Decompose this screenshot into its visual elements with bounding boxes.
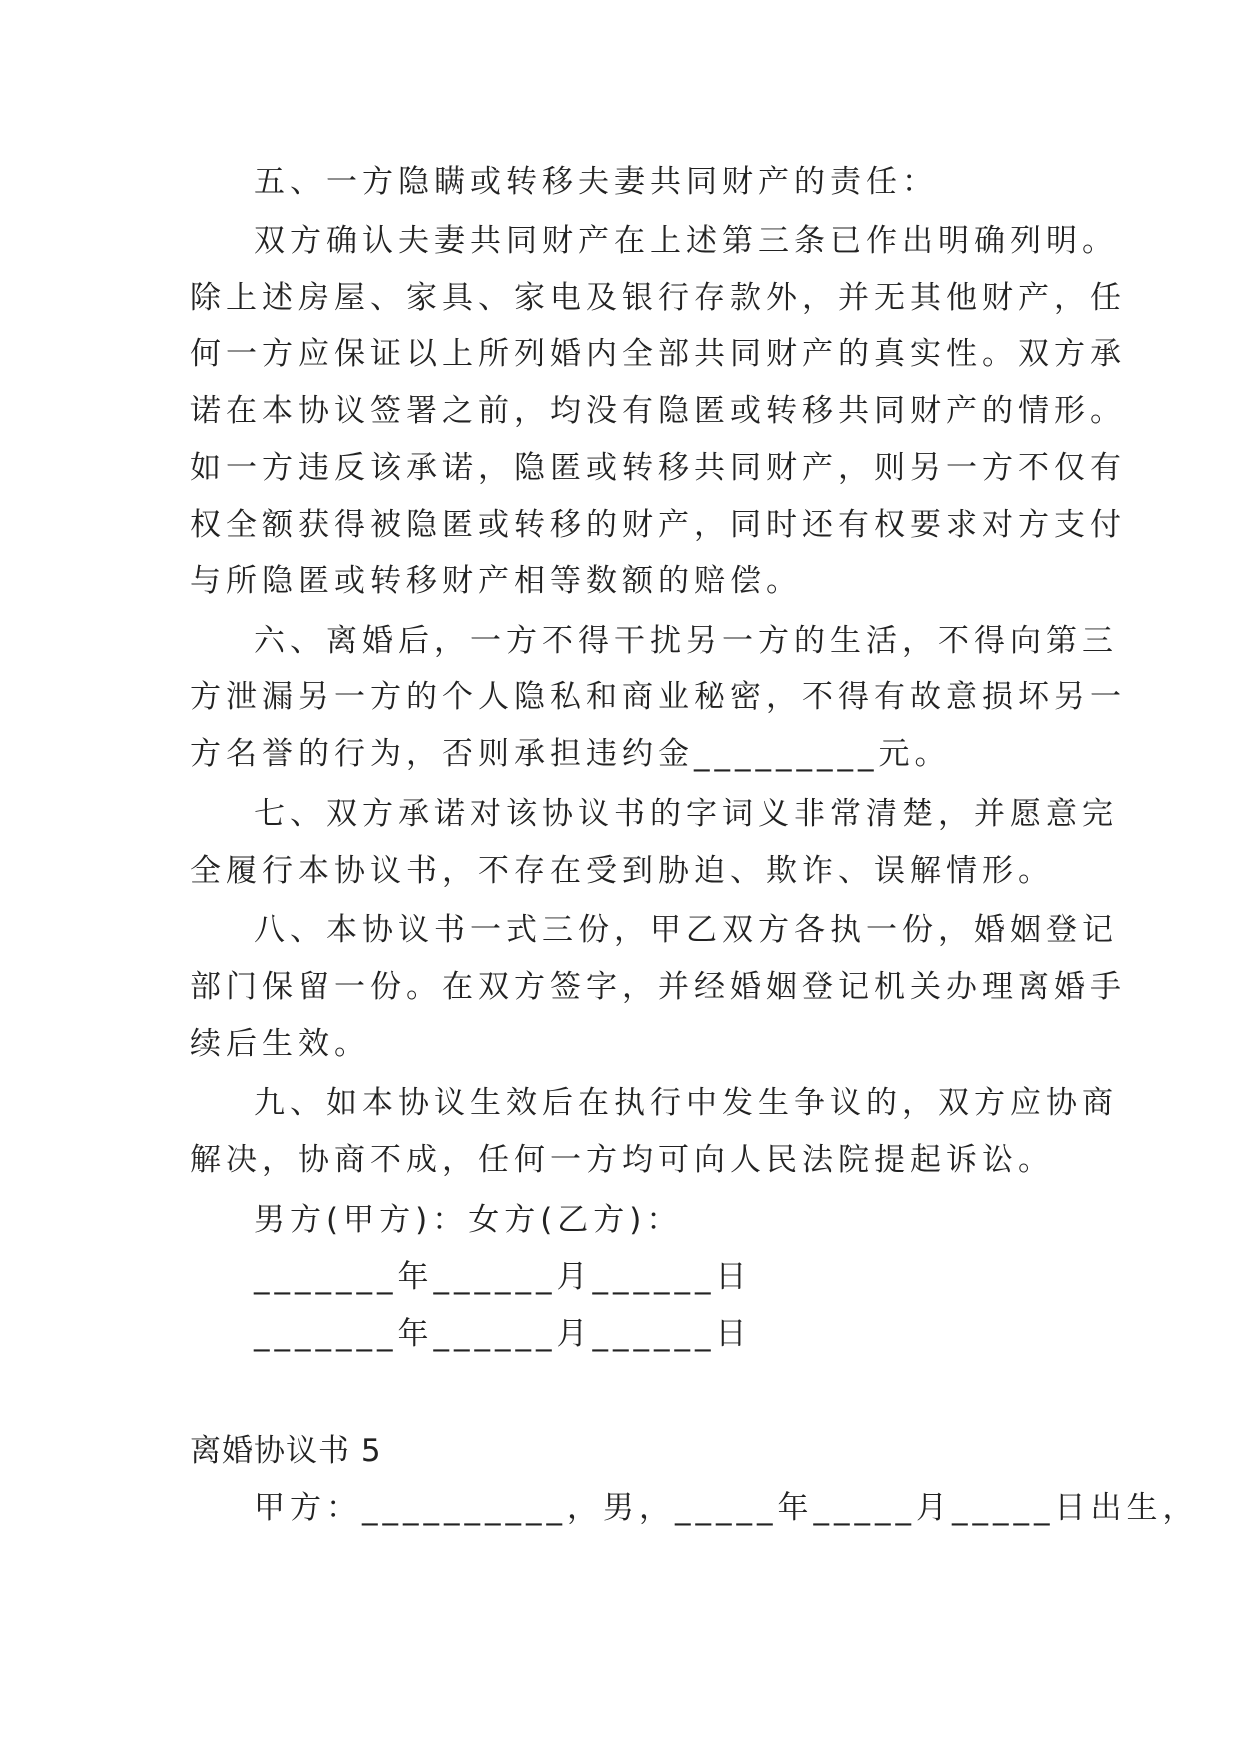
section8-line: 续后生效。 xyxy=(190,1026,370,1062)
section5-line: 双方确认夫妻共同财产在上述第三条已作出明确列明。 xyxy=(254,223,1118,259)
section9-line: 解决，协商不成，任何一方均可向人民法院提起诉讼。 xyxy=(190,1142,1054,1178)
section7-line: 全履行本协议书，不存在受到胁迫、欺诈、误解情形。 xyxy=(190,853,1054,889)
next-document-title: 离婚协议书 5 xyxy=(190,1433,382,1469)
penalty-amount-blank: _________ xyxy=(694,736,879,772)
birth-year-blank: _____ xyxy=(675,1490,778,1526)
section5-line: 与所隐匿或转移财产相等数额的赔偿。 xyxy=(190,563,802,599)
party-a-line xyxy=(254,1479,1199,1537)
birth-day-blank: _____ xyxy=(952,1490,1055,1526)
birth-label: 日出生， xyxy=(1054,1490,1199,1526)
section5-line: 除上述房屋、家具、家电及银行存款外，并无其他财产，任 xyxy=(190,280,1126,316)
party-a-label: 甲方： xyxy=(254,1490,362,1526)
party-a-gender: ，男， xyxy=(567,1490,675,1526)
section5-line: 何一方应保证以上所列婚内全部共同财产的真实性。双方承 xyxy=(190,336,1126,372)
birth-month-blank: _____ xyxy=(813,1490,916,1526)
section5-title: 五、一方隐瞒或转移夫妻共同财产的责任： xyxy=(254,164,938,200)
section7-line: 七、双方承诺对该协议书的字词义非常清楚，并愿意完 xyxy=(254,796,1118,832)
signature-line: 男方(甲方)：女方(乙方)： xyxy=(254,1202,683,1238)
date-line: _______年______月______日 xyxy=(254,1316,752,1352)
year-label: 年 xyxy=(777,1490,814,1526)
section6-text: 方名誉的行为，否则承担违约金 xyxy=(190,736,694,772)
section6-line: 六、离婚后，一方不得干扰另一方的生活，不得向第三 xyxy=(254,623,1118,659)
date-line: _______年______月______日 xyxy=(254,1259,752,1295)
section5-line: 如一方违反该承诺，隐匿或转移共同财产，则另一方不仅有 xyxy=(190,450,1126,486)
month-label: 月 xyxy=(916,1490,952,1526)
party-a-name-blank: __________ xyxy=(362,1490,567,1526)
section6-line: 方泄漏另一方的个人隐私和商业秘密，不得有故意损坏另一 xyxy=(190,679,1126,715)
section8-line: 部门保留一份。在双方签字，并经婚姻登记机关办理离婚手 xyxy=(190,969,1126,1005)
section5-line: 诺在本协议签署之前，均没有隐匿或转移共同财产的情形。 xyxy=(190,393,1126,429)
section8-line: 八、本协议书一式三份，甲乙双方各执一份，婚姻登记 xyxy=(254,912,1118,948)
section9-line: 九、如本协议生效后在执行中发生争议的，双方应协商 xyxy=(254,1085,1118,1121)
section5-line: 权全额获得被隐匿或转移的财产，同时还有权要求对方支付 xyxy=(190,507,1126,543)
section6-unit: 元。 xyxy=(878,736,951,772)
section6-last-line xyxy=(190,725,951,783)
